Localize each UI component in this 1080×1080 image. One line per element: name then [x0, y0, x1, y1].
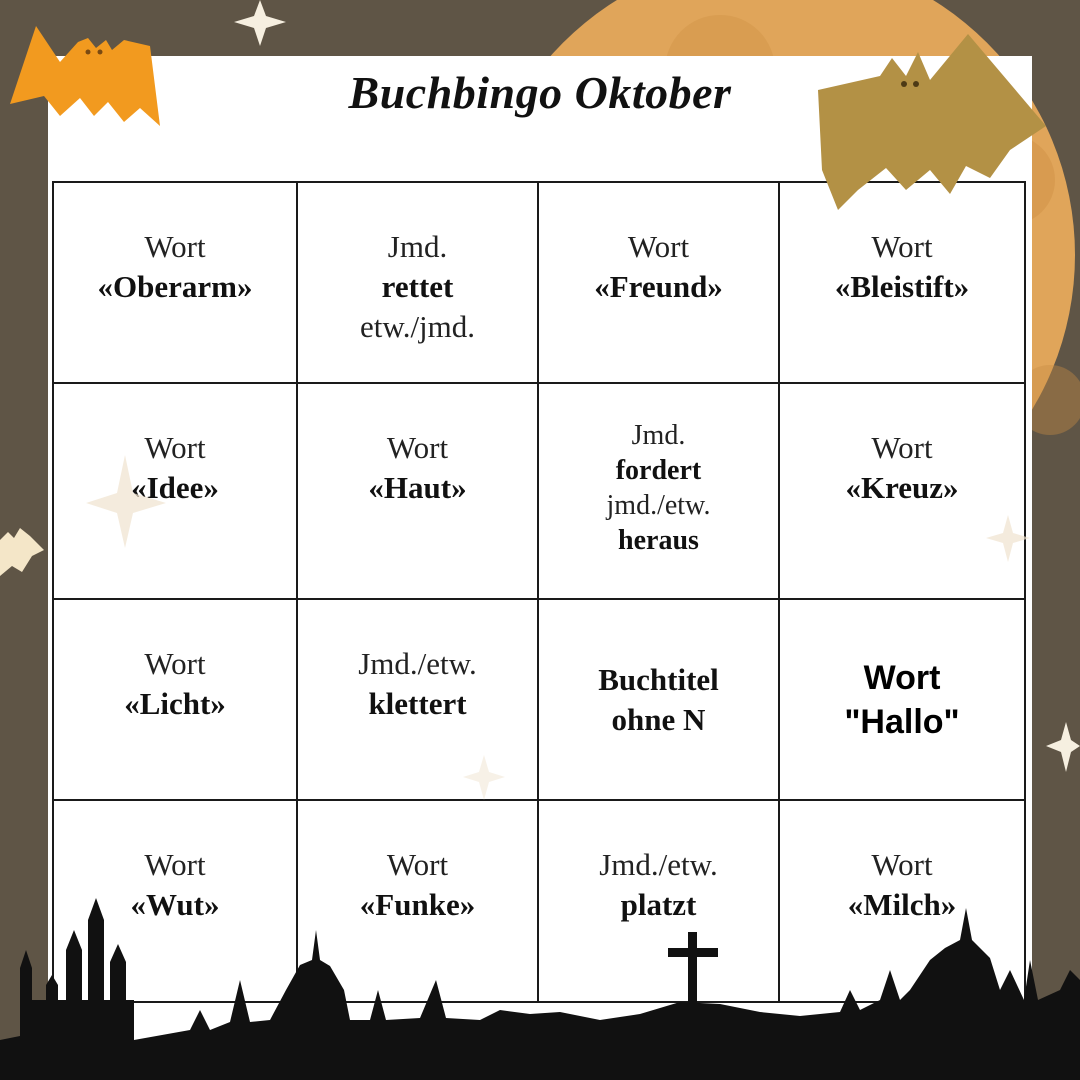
bingo-cell-line: Wort [386, 430, 449, 465]
bingo-cell-line: "Hallo" [844, 702, 960, 741]
bingo-cell-line: Jmd. [631, 420, 686, 451]
bingo-cell-line: «Oberarm» [97, 269, 253, 304]
bingo-cell-line: fordert [615, 455, 702, 486]
bingo-cell-line: «Bleistift» [834, 269, 970, 304]
bingo-cell-line: rettet [381, 269, 454, 304]
cross-icon [688, 932, 697, 1004]
bingo-cell-line: Wort [144, 646, 206, 681]
bingo-cell-line: klettert [368, 686, 467, 721]
bingo-cell-line: platzt [620, 887, 697, 922]
bingo-cell-line: Jmd./etw. [599, 847, 718, 882]
bat-icon [10, 26, 160, 126]
bingo-cell-line: Wort [144, 430, 206, 465]
bingo-cell-line: etw./jmd. [359, 309, 476, 344]
bingo-cell-line: «Idee» [131, 470, 219, 505]
bingo-cell-line: «Milch» [847, 887, 957, 922]
cross-icon-bar [668, 948, 718, 957]
bingo-cell-line: ohne N [611, 701, 706, 737]
bingo-cell-line: Wort [144, 847, 206, 882]
page-title: Buchbingo Oktober [348, 67, 732, 118]
bingo-cell-line: Wort [386, 847, 449, 882]
bingo-cell-line: Jmd. [387, 229, 448, 264]
bingo-cell-line: Wort [863, 658, 941, 697]
bingo-cell-line: Wort [871, 229, 933, 264]
bingo-cell-line: Wort [627, 229, 690, 264]
sparkle-icon [463, 755, 505, 800]
bingo-cell-line: heraus [618, 525, 699, 556]
bingo-cell-line: «Haut» [368, 470, 467, 505]
bingo-cell-line: «Funke» [359, 887, 476, 922]
sparkle-icon [86, 455, 166, 548]
bat-icon [0, 528, 44, 576]
bingo-cell-line: Wort [144, 229, 206, 264]
bingo-cell-line: «Freund» [594, 269, 723, 304]
bingo-cell-line: «Wut» [130, 887, 220, 922]
bingo-cell-line: Wort [871, 430, 933, 465]
castle-silhouette-icon [0, 898, 1080, 1080]
sparkle-icon [986, 515, 1030, 562]
bat-icon [818, 34, 1046, 210]
bingo-cell-line: Buchtitel [598, 661, 719, 697]
bingo-cell-line: jmd./etw. [606, 490, 711, 521]
bingo-cell-line: «Kreuz» [845, 470, 959, 505]
bingo-cell-line: Wort [871, 847, 933, 882]
bingo-cell-line: «Licht» [124, 686, 226, 721]
bingo-cell-line: Jmd./etw. [358, 646, 477, 681]
